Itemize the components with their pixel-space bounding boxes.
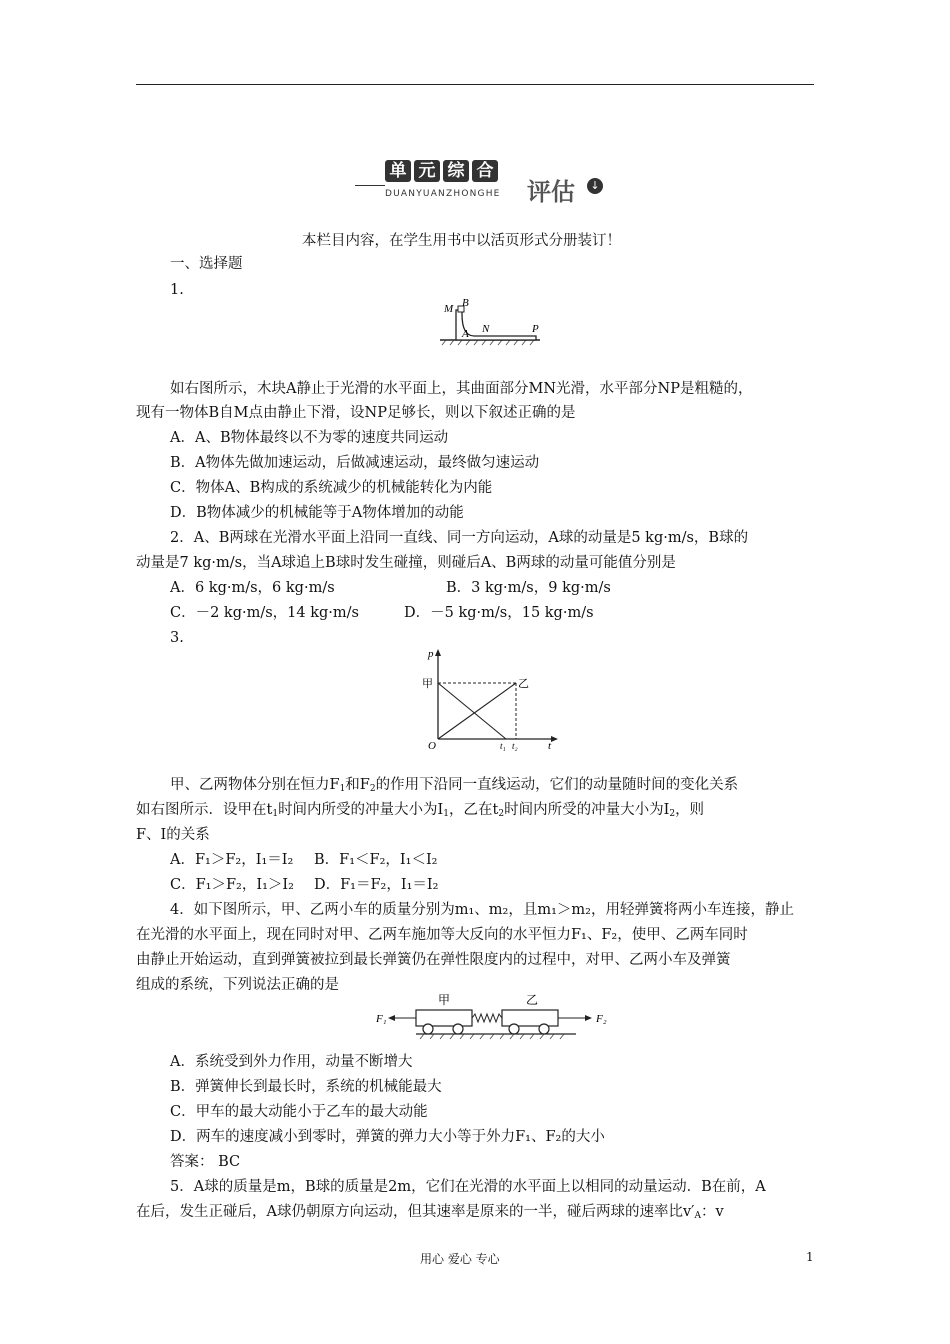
banner-char: 元 [414, 160, 440, 182]
q4-stem-3: 由静止开始运动，直到弹簧被拉到最长弹簧仍在弹性限度内的过程中，对甲、乙两小车及弹簧 [136, 952, 731, 968]
q4-answer: 答案： BC [170, 1154, 241, 1170]
q3-option-a: A．F₁＞F₂，I₁＝I₂ [170, 852, 294, 868]
q3-graph [424, 645, 564, 751]
q1-option-c: C．物体A、B构成的系统减少的机械能转化为内能 [170, 480, 493, 496]
q2-option-d: D．－5 kg·m/s，15 kg·m/s [404, 605, 594, 621]
q2-option-a: A．6 kg·m/s，6 kg·m/s [170, 580, 335, 596]
label-a: A [462, 328, 469, 340]
banner-char: 综 [443, 160, 469, 182]
q3-stem-3: F、I的关系 [136, 827, 210, 843]
banner-evaluate: 评估 [527, 178, 575, 206]
q2-option-c: C．－2 kg·m/s，14 kg·m/s [170, 605, 359, 621]
banner-subtitle: DUANYUANZHONGHE [385, 189, 501, 199]
axis-t: t [548, 740, 552, 752]
q2-option-b: B．3 kg·m/s，9 kg·m/s [446, 580, 611, 596]
q1-option-d: D．B物体减少的机械能等于A物体增加的动能 [170, 505, 464, 521]
q3-number: 3. [170, 630, 184, 646]
tick-t2: t₂ [512, 741, 518, 751]
q4-figure [376, 992, 616, 1042]
notice-text: 本栏目内容，在学生用书中以活页形式分册装订！ [302, 233, 621, 249]
q3-stem-2: 如右图所示．设甲在$t_1$时间内所受的冲量大小为$I_1$，乙在$t_2$时间内所受的冲量大小为$I_2$，则 [136, 802, 705, 819]
page-number: 1 [806, 1250, 814, 1264]
banner-rule [355, 185, 385, 186]
q4-stem-1: 4．如下图所示，甲、乙两小车的质量分别为m₁、m₂，且m₁＞m₂，用轻弹簧将两小车连接，静止 [170, 902, 794, 918]
q5-stem-1: 5．A球的质量是m，B球的质量是2m，它们在光滑的水平面上以相同的动量运动．B在前，A [170, 1179, 766, 1195]
tick-t1: t₁ [500, 741, 506, 751]
label-n: N [482, 323, 490, 335]
axis-p: p [428, 648, 434, 660]
q4-option-c: C．甲车的最大动能小于乙车的最大动能 [170, 1104, 428, 1120]
q3-option-c: C．F₁＞F₂，I₁＞I₂ [170, 877, 294, 893]
q5-stem-2: 在后，发生正碰后，A球仍朝原方向运动，但其速率是原来的一半，碰后两球的速率比$v'_A$：v [136, 1204, 724, 1221]
q3-option-d: D．F₁＝F₂，I₁＝I₂ [314, 877, 439, 893]
q4-stem-2: 在光滑的水平面上，现在同时对甲、乙两车施加等大反向的水平恒力F₁、F₂，使甲、乙两车同时 [136, 927, 748, 943]
q4-stem-4: 组成的系统，下列说法正确的是 [136, 977, 339, 993]
label-yi: 乙 [518, 678, 529, 690]
q1-stem-2: 现有一物体B自M点由静止下滑，设NP足够长，则以下叙述正确的是 [136, 405, 576, 421]
q1-option-b: B．A物体先做加速运动，后做减速运动，最终做匀速运动 [170, 455, 540, 471]
q4-option-b: B．弹簧伸长到最长时，系统的机械能最大 [170, 1079, 442, 1095]
cart-jia-label: 甲 [438, 993, 451, 1007]
header-rule [136, 84, 814, 85]
footer-motto: 用心 爱心 专心 [420, 1252, 500, 1266]
q1-stem-1: 如右图所示，木块A静止于光滑的水平面上，其曲面部分MN光滑，水平部分NP是粗糙的， [170, 381, 753, 397]
force-f1-label: F₁ [376, 1013, 387, 1025]
q2-stem-2: 动量是7 kg·m/s，当A球追上B球时发生碰撞，则碰后A、B两球的动量可能值分别是 [136, 555, 676, 571]
label-b: B [462, 297, 469, 309]
q4-option-a: A．系统受到外力作用，动量不断增大 [170, 1054, 413, 1070]
section-heading: 一、选择题 [170, 256, 243, 272]
q3-stem-1: 甲、乙两物体分别在恒力$F_1$和$F_2$的作用下沿同一直线运动，它们的动量随时间的变化关系 [170, 777, 739, 794]
label-m: M [444, 303, 454, 315]
banner-char: 单 [385, 160, 411, 182]
q1-number: 1. [170, 282, 184, 298]
cart-yi-label: 乙 [526, 993, 539, 1007]
label-jia: 甲 [422, 678, 433, 690]
q1-option-a: A．A、B物体最终以不为零的速度共同运动 [170, 430, 449, 446]
banner-char: 合 [472, 160, 498, 182]
q2-stem-1: 2．A、B两球在光滑水平面上沿同一直线、同一方向运动，A球的动量是5 kg·m/s，B球的 [170, 530, 749, 546]
origin-o: O [428, 740, 436, 752]
q1-figure [436, 296, 546, 350]
q4-option-d: D．两车的速度减小到零时，弹簧的弹力大小等于外力F₁、F₂的大小 [170, 1129, 605, 1145]
label-p: P [532, 323, 539, 335]
section-banner [355, 158, 655, 208]
q3-option-b: B．F₁＜F₂，I₁＜I₂ [314, 852, 438, 868]
down-arrow-icon: ↓ [587, 178, 603, 194]
force-f2-label: F₂ [596, 1013, 607, 1025]
